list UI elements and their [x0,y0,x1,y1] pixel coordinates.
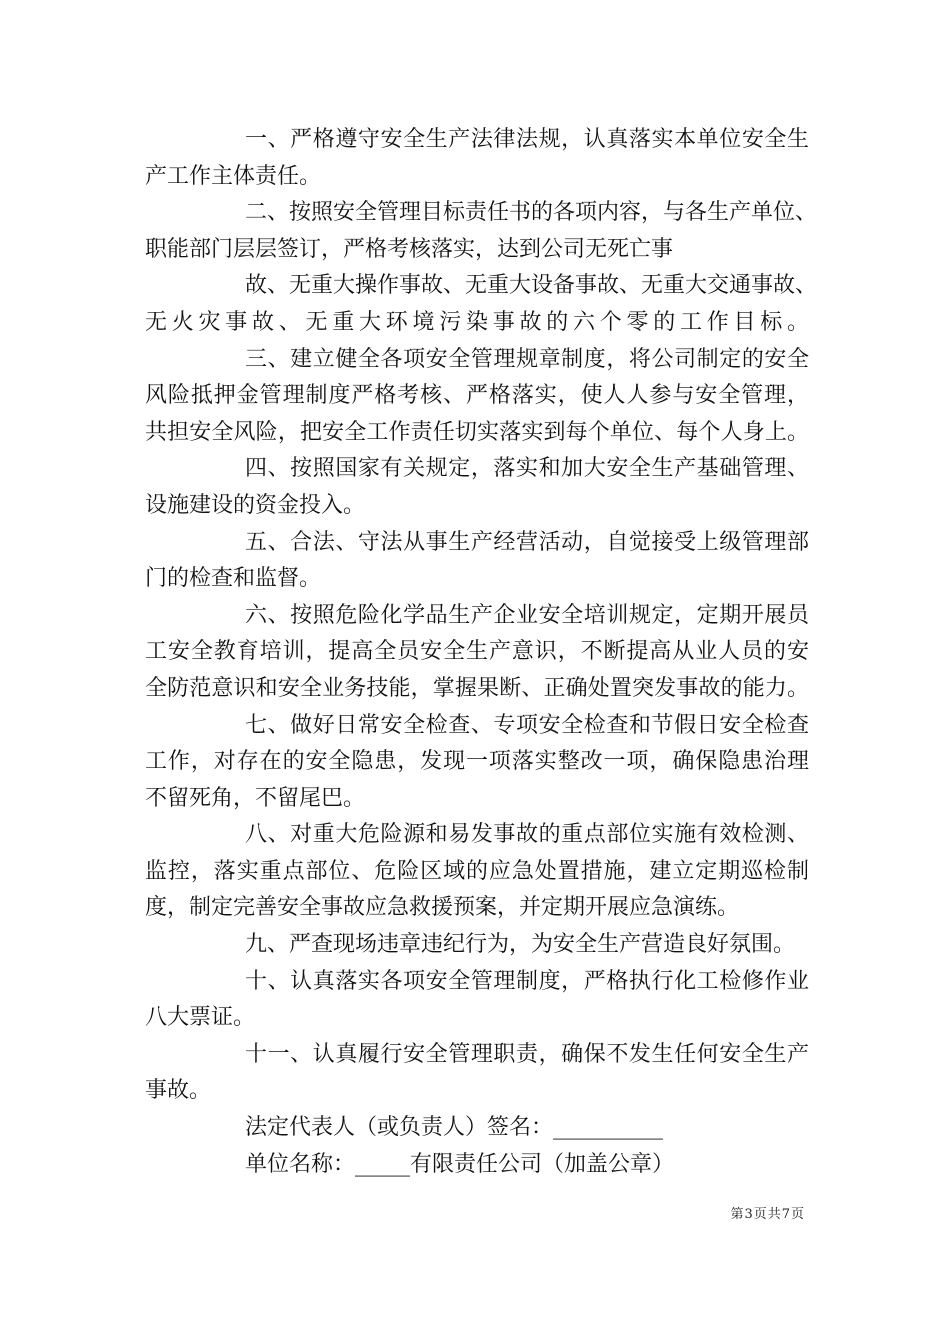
paragraph-line: 产工作主体责任。 [145,163,322,189]
paragraph-line: 监控，落实重点部位、危险区域的应急处置措施，建立定期巡检制 [145,858,809,884]
paragraph-line: 三、建立健全各项安全管理规章制度，将公司制定的安全 [245,346,809,372]
paragraph-line: 八、对重大危险源和易发事故的重点部位实施有效检测、 [245,822,809,848]
paragraph-5 [145,451,809,524]
paragraph-line: 工作，对存在的安全隐患，发现一项落实整改一项，确保隐患治理 [145,749,809,775]
paragraph-3 [145,268,818,341]
paragraph-line: 十、认真落实各项安全管理制度，严格执行化工检修作业 [245,968,809,994]
paragraph-line: 故、无重大操作事故、无重大设备事故、无重大交通事故、 [245,273,818,299]
paragraph-4 [145,342,809,452]
paragraph-line: 门的检查和监督。 [145,566,322,592]
page-number-footer: 第3页共7页 [730,1207,805,1222]
paragraph-10 [145,927,809,964]
paragraph-line: 七、做好日常安全检查、专项安全检查和节假日安全检查 [245,712,809,738]
paragraph-line: 职能部门层层签订，严格考核落实，达到公司无死亡事 [145,236,674,262]
paragraph-line: 八大票证。 [145,1005,256,1031]
paragraph-line: 一、严格遵守安全生产法律法规，认真落实本单位安全生 [245,127,809,152]
paragraph-1 [145,122,809,195]
paragraph-line: 六、按照危险化学品生产企业安全培训规定，定期开展员 [245,602,809,628]
paragraph-line: 风险抵押金管理制度严格考核、严格落实，使人人参与安全管理， [145,383,809,409]
paragraph-12 [145,1037,809,1110]
paragraph-line: 五、合法、守法从事生产经营活动，自觉接受上级管理部 [245,529,809,555]
paragraph-line: 二、按照安全管理目标责任书的各项内容，与各生产单位、 [245,200,818,226]
paragraph-line: 四、按照国家有关规定，落实和加大安全生产基础管理、 [245,456,809,482]
paragraph-line: 共担安全风险，把安全工作责任切实落实到每个单位、每个人身上。 [145,419,809,445]
paragraph-8 [145,708,809,818]
paragraph-line: 无火灾事故、无重大环境污染事故的六个零的工作目标。 [145,309,809,335]
representative-signature-line: 法定代表人（或负责人）签名：__________ [245,1115,664,1141]
paragraph-line: 全防范意识和安全业务技能，掌握果断、正确处置突发事故的能力。 [145,675,809,701]
paragraph-6 [145,525,809,598]
document-body [145,122,818,1183]
paragraph-line: 十一、认真履行安全管理职责，确保不发生任何安全生产 [245,1041,809,1067]
paragraph-2 [145,195,818,268]
paragraph-11 [145,964,809,1037]
paragraph-9 [145,817,809,927]
paragraph-line: 设施建设的资金投入。 [145,492,366,518]
signature-block [145,1110,809,1183]
paragraph-line: 不留死角，不留尾巴。 [145,785,366,811]
company-name-line: 单位名称：_____有限责任公司（加盖公章） [245,1151,675,1177]
paragraph-line: 度，制定完善安全事故应急救援预案，并定期开展应急演练。 [145,895,740,921]
paragraph-line: 工安全教育培训，提高全员安全生产意识，不断提高从业人员的安 [145,639,809,665]
paragraph-line: 事故。 [145,1078,212,1104]
paragraph-line: 九、严查现场违章违纪行为，为安全生产营造良好氛围。 [245,932,796,958]
paragraph-7 [145,598,809,708]
